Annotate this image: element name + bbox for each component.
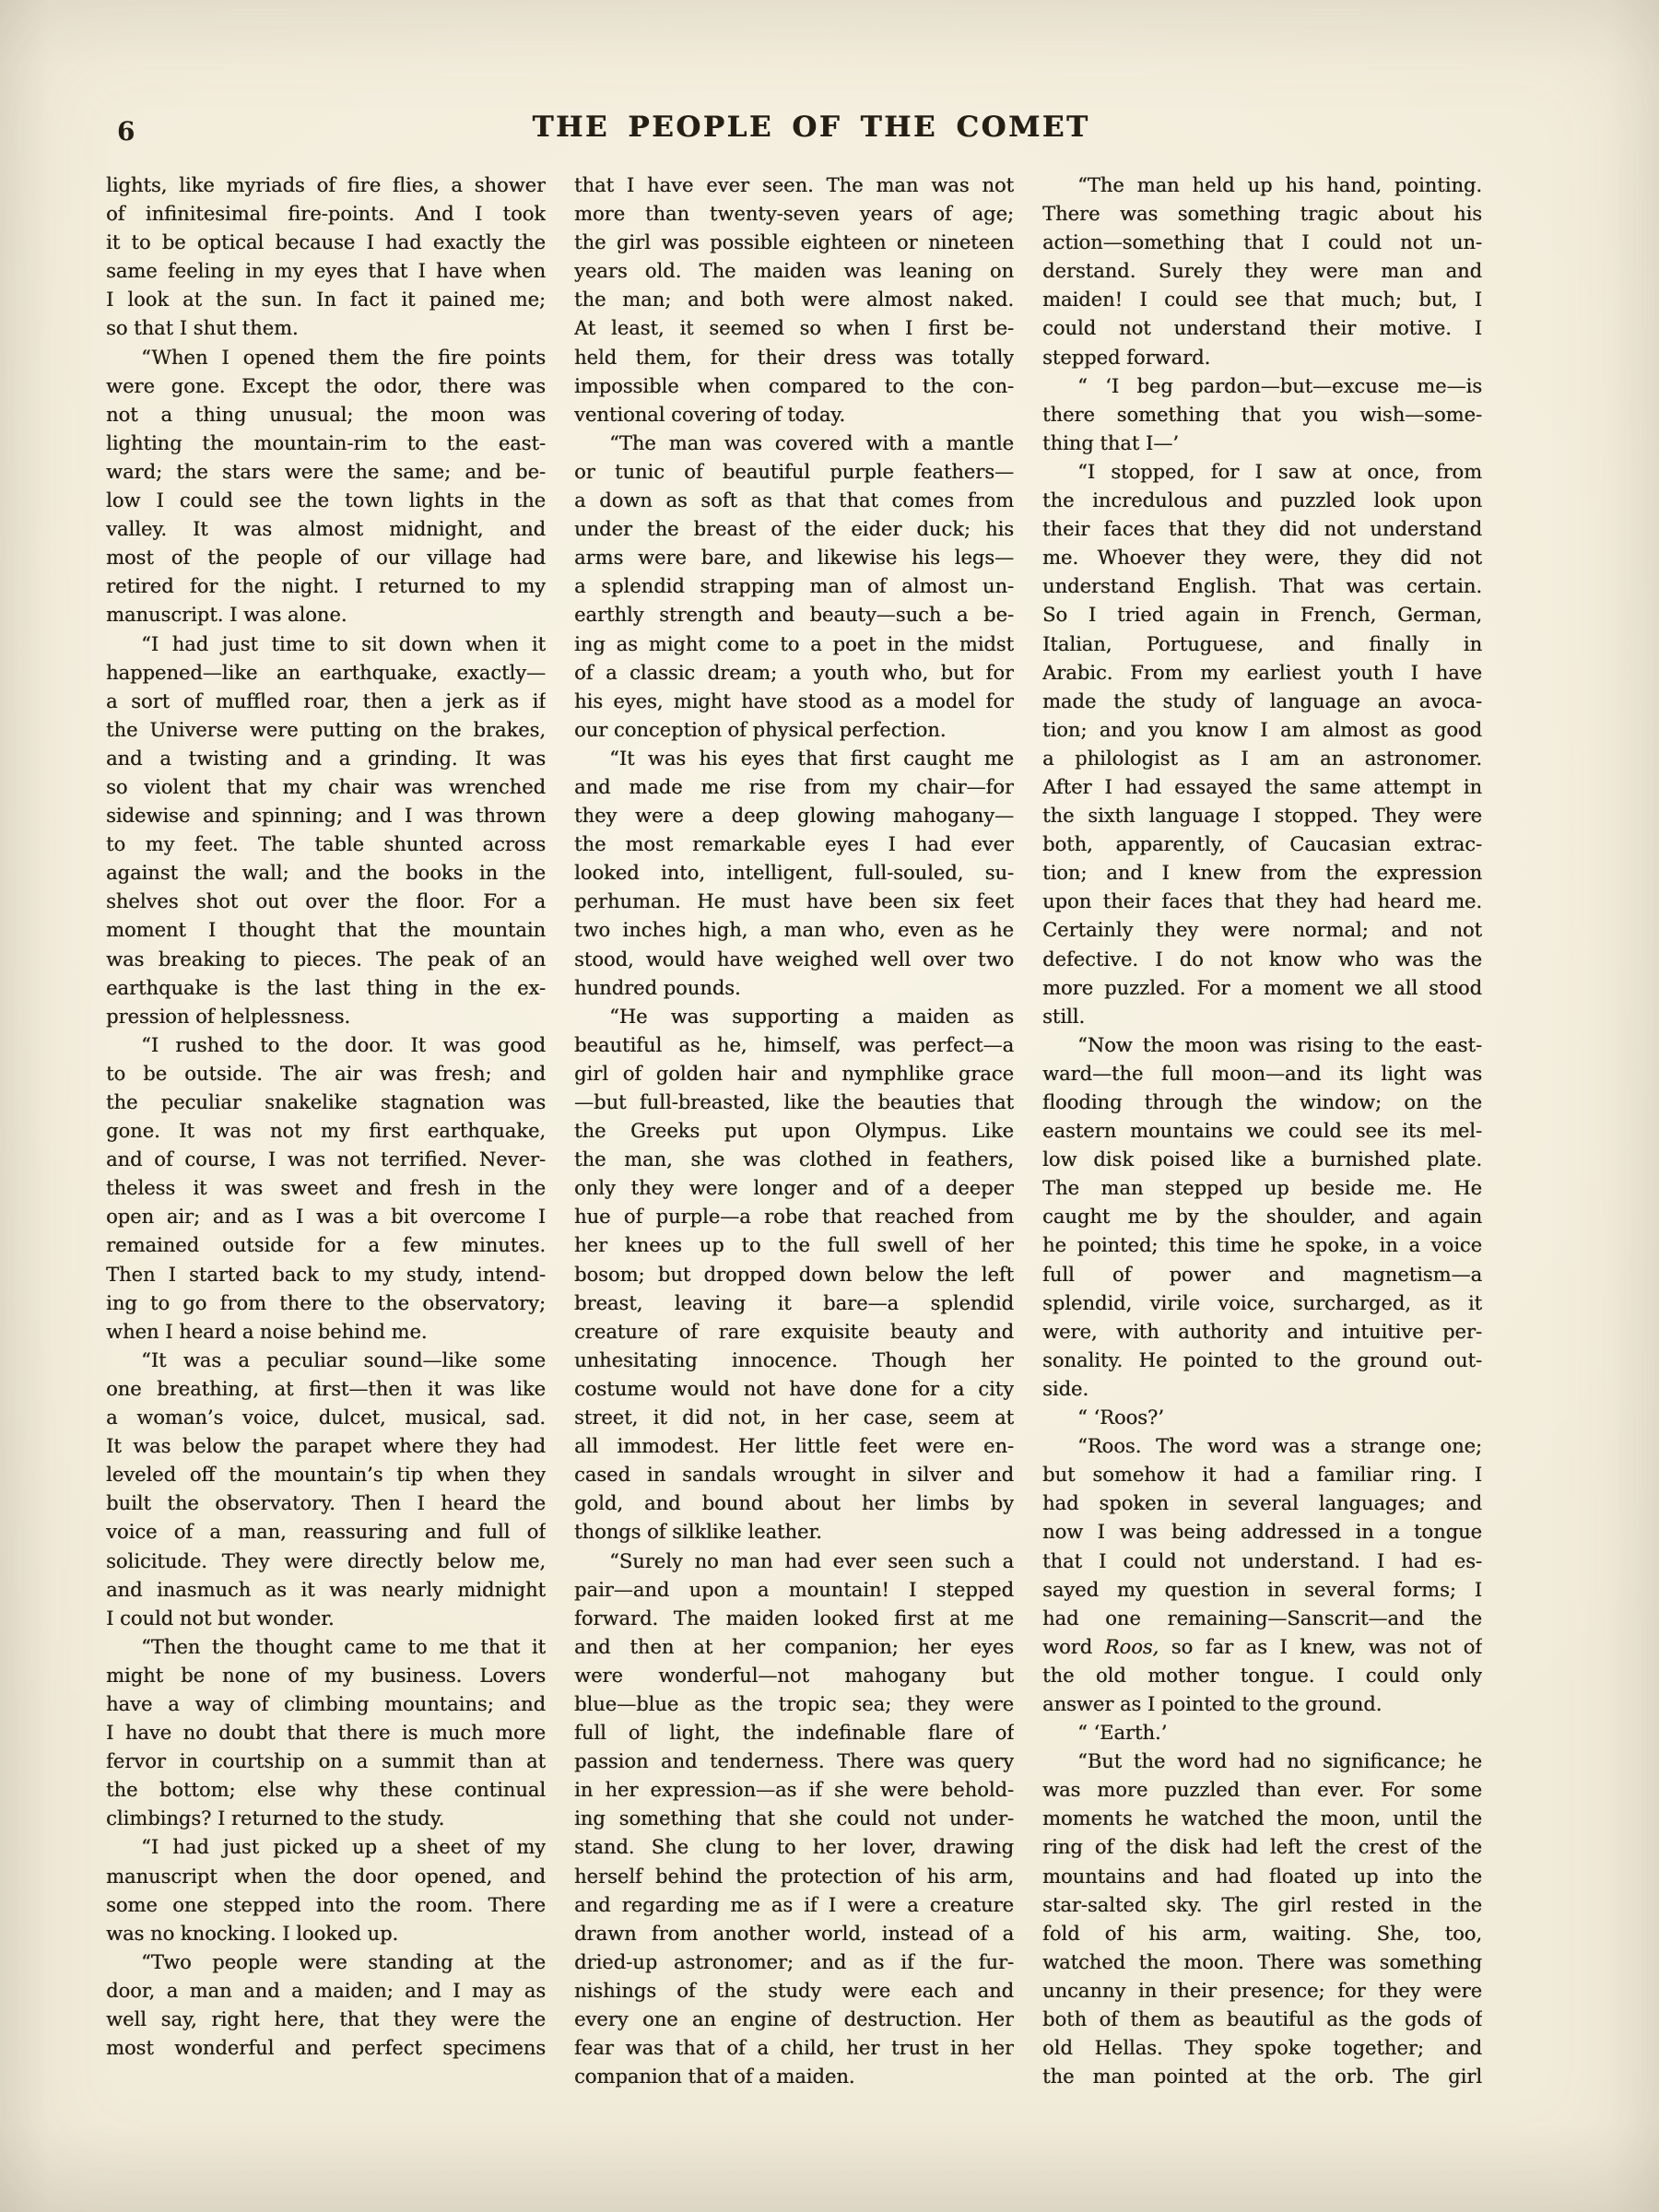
text-line: the most remarkable eyes I had ever	[574, 833, 1014, 856]
text-line: word Roos, so far as I knew, was not of	[1042, 1635, 1482, 1658]
text-line: every one an engine of destruction. Her	[574, 2008, 1014, 2030]
text-line: “It was his eyes that first caught me	[609, 747, 1014, 770]
text-line: creature of rare exquisite beauty and	[574, 1320, 1014, 1343]
text-line: shelves shot out over the floor. For a	[106, 890, 546, 913]
text-line: of a classic dream; a youth who, but for	[574, 661, 1014, 684]
text-line: The man stepped up beside me. He	[1042, 1177, 1482, 1200]
text-line: “But the word had no significance; he	[1077, 1750, 1482, 1773]
text-line: stand. She clung to her lover, drawing	[574, 1836, 1014, 1859]
text-line: ward—the full moon—and its light was	[1042, 1062, 1482, 1085]
text-line: have a way of climbing mountains; and	[106, 1692, 546, 1715]
text-line: was breaking to pieces. The peak of an	[106, 947, 546, 971]
text-line: maiden! I could see that much; but, I	[1042, 288, 1482, 312]
text-line: years old. The maiden was leaning on	[574, 260, 1014, 283]
text-line: breast, leaving it bare—a splendid	[574, 1291, 1014, 1314]
text-line: hue of purple—a robe that reached from	[574, 1206, 1014, 1229]
text-line: “Now the moon was rising to the east-	[1077, 1033, 1482, 1056]
text-line: star-salted sky. The girl rested in the	[1042, 1893, 1482, 1916]
text-line: arms were bare, and likewise his legs—	[574, 547, 1014, 570]
text-line: gone. It was not my first earthquake,	[106, 1120, 546, 1143]
text-line: sayed my question in several forms; I	[1042, 1578, 1482, 1601]
text-line: valley. It was almost midnight, and	[106, 518, 546, 541]
text-line: I look at the sun. In fact it pained me;	[106, 288, 546, 312]
text-line: “I had just time to sit down when it	[141, 632, 546, 655]
text-line: drawn from another world, instead of a	[574, 1922, 1014, 1945]
text-line: defective. I do not know who was the	[1042, 947, 1482, 971]
text-line: stepped forward.	[1042, 346, 1211, 369]
text-line: well say, right here, that they were the	[106, 2008, 546, 2030]
text-line: pair—and upon a mountain! I stepped	[574, 1578, 1014, 1601]
text-line: tion; and I knew from the expression	[1042, 862, 1482, 885]
text-line: “Surely no man had ever seen such a	[609, 1549, 1014, 1572]
text-line: “ ‘I beg pardon—but—excuse me—is	[1077, 374, 1482, 397]
text-line: costume would not have done for a city	[574, 1377, 1014, 1400]
text-line: the Universe were putting on the brakes,	[106, 718, 546, 741]
text-line: most of the people of our village had	[106, 547, 546, 570]
text-line: mountains and had floated up into the	[1042, 1865, 1482, 1888]
text-line: looked into, intelligent, full-souled, su-	[574, 862, 1014, 885]
text-line: “It was a peculiar sound—like some	[141, 1348, 546, 1371]
text-line: and inasmuch as it was nearly midnight	[106, 1578, 546, 1601]
text-column-2	[574, 171, 1014, 2091]
text-line: that I could not understand. I had es-	[1042, 1549, 1482, 1572]
text-line: more than twenty-seven years of age;	[574, 203, 1014, 226]
text-line: remained outside for a few minutes.	[106, 1234, 546, 1257]
text-line: open air; and as I was a bit overcome I	[106, 1206, 546, 1229]
text-line: had spoken in several languages; and	[1042, 1492, 1482, 1515]
text-column-3	[1042, 171, 1482, 2091]
text-line: the sixth language I stopped. They were	[1042, 805, 1482, 828]
text-line: It was below the parapet where they had	[106, 1435, 546, 1458]
text-line: retired for the night. I returned to my	[106, 575, 546, 598]
text-line: made the study of language an avoca-	[1042, 689, 1482, 712]
text-line: manuscript. I was alone.	[106, 604, 347, 627]
text-line: sonality. He pointed to the ground out-	[1042, 1348, 1482, 1371]
text-line: gold, and bound about her limbs by	[574, 1492, 1014, 1515]
text-line: could not understand their motive. I	[1042, 317, 1482, 340]
text-columns	[106, 171, 1483, 2091]
text-line: fear was that of a child, her trust in her	[574, 2037, 1014, 2060]
text-line: There was something tragic about his	[1042, 203, 1482, 226]
text-line: ward; the stars were the same; and be-	[106, 460, 546, 483]
text-line: companion that of a maiden.	[574, 2065, 855, 2088]
text-line: the man pointed at the orb. The girl	[1042, 2065, 1482, 2088]
text-line: were, with authority and intuitive per-	[1042, 1320, 1482, 1343]
text-line: to be outside. The air was fresh; and	[106, 1062, 546, 1085]
text-line: and made me rise from my chair—for	[574, 775, 1014, 798]
text-line: ing to go from there to the observatory;	[106, 1291, 546, 1314]
text-line: that I have ever seen. The man was not	[574, 174, 1014, 196]
text-line: Certainly they were normal; and not	[1042, 919, 1482, 942]
text-line: now I was being addressed in a tongue	[1042, 1521, 1482, 1544]
text-line: was more puzzled than ever. For some	[1042, 1779, 1482, 1802]
text-line: under the breast of the eider duck; his	[574, 518, 1014, 541]
text-line: “ ‘Earth.’	[1077, 1722, 1168, 1745]
text-line: leveled off the mountain’s tip when they	[106, 1464, 546, 1487]
text-line: most wonderful and perfect specimens	[106, 2037, 546, 2060]
text-line: side.	[1042, 1377, 1089, 1400]
text-line: the incredulous and puzzled look upon	[1042, 489, 1482, 512]
text-line: moment I thought that the mountain	[106, 919, 546, 942]
text-line: his eyes, might have stood as a model for	[574, 689, 1014, 712]
text-line: sidewise and spinning; and I was thrown	[106, 805, 546, 828]
text-line: same feeling in my eyes that I have when	[106, 260, 546, 283]
text-line: still.	[1042, 1005, 1086, 1028]
text-line: climbings? I returned to the study.	[106, 1807, 445, 1830]
text-line: blue—blue as the tropic sea; they were	[574, 1692, 1014, 1715]
text-line: uncanny in their presence; for they were	[1042, 1979, 1482, 2002]
text-line: forward. The maiden looked first at me	[574, 1606, 1014, 1630]
text-line: it to be optical because I had exactly the	[106, 231, 546, 254]
text-line: eastern mountains we could see its mel-	[1042, 1120, 1482, 1143]
text-line: After I had essayed the same attempt in	[1042, 775, 1482, 798]
text-line: of infinitesimal fire-points. And I took	[106, 203, 546, 226]
text-line: impossible when compared to the con-	[574, 374, 1014, 397]
text-line: or tunic of beautiful purple feathers—	[574, 460, 1014, 483]
text-line: might be none of my business. Lovers	[106, 1664, 546, 1687]
text-line: ring of the disk had left the crest of the	[1042, 1836, 1482, 1859]
text-line: door, a man and a maiden; and I may as	[106, 1979, 546, 2002]
text-line: ventional covering of today.	[574, 403, 846, 426]
text-line: pression of helplessness.	[106, 1005, 351, 1028]
text-line: “The man held up his hand, pointing.	[1077, 174, 1482, 196]
text-line: At least, it seemed so when I first be-	[574, 317, 1014, 340]
text-line: when I heard a noise behind me.	[106, 1320, 428, 1343]
text-line: earthquake is the last thing in the ex-	[106, 976, 546, 999]
text-line: manuscript when the door opened, and	[106, 1865, 546, 1888]
text-line: the peculiar snakelike stagnation was	[106, 1091, 546, 1113]
text-line: more puzzled. For a moment we all stood	[1042, 976, 1482, 999]
text-line: a sort of muffled roar, then a jerk as if	[106, 689, 546, 712]
text-line: one breathing, at first—then it was like	[106, 1377, 546, 1400]
text-line: unhesitating innocence. Though her	[574, 1348, 1014, 1371]
text-line: so that I shut them.	[106, 317, 299, 340]
text-line: girl of golden hair and nymphlike grace	[574, 1062, 1014, 1085]
text-line: “I stopped, for I saw at once, from	[1077, 460, 1482, 483]
text-line: cased in sandals wrought in silver and	[574, 1464, 1014, 1487]
text-line: herself behind the protection of his arm,	[574, 1865, 1014, 1888]
text-line: watched the moon. There was something	[1042, 1950, 1482, 1973]
text-line: “Two people were standing at the	[141, 1950, 546, 1973]
text-line: were wonderful—not mahogany but	[574, 1664, 1014, 1687]
text-line: splendid, virile voice, surcharged, as it	[1042, 1291, 1482, 1314]
text-line: was no knocking. I looked up.	[106, 1922, 399, 1945]
text-line: hundred pounds.	[574, 976, 741, 999]
text-line: the old mother tongue. I could only	[1042, 1664, 1482, 1687]
text-line: beautiful as he, himself, was perfect—a	[574, 1033, 1014, 1056]
text-line: “I rushed to the door. It was good	[141, 1033, 546, 1056]
text-line: derstand. Surely they were man and	[1042, 260, 1482, 283]
text-line: me. Whoever they were, they did not	[1042, 547, 1482, 570]
text-line: “Then the thought came to me that it	[141, 1635, 546, 1658]
text-line: the girl was possible eighteen or nineteen	[574, 231, 1014, 254]
text-line: passion and tenderness. There was query	[574, 1750, 1014, 1773]
text-line: flooding through the window; on the	[1042, 1091, 1482, 1113]
text-line: full of power and magnetism—a	[1042, 1263, 1482, 1286]
text-line: both of them as beautiful as the gods of	[1042, 2008, 1482, 2030]
text-line: a woman’s voice, dulcet, musical, sad.	[106, 1406, 546, 1430]
text-line: both, apparently, of Caucasian extrac-	[1042, 833, 1482, 856]
text-line: “ ‘Roos?’	[1077, 1406, 1164, 1430]
text-line: in her expression—as if she were behold-	[574, 1779, 1014, 1802]
text-line: Italian, Portuguese, and finally in	[1042, 632, 1482, 655]
text-line: answer as I pointed to the ground.	[1042, 1692, 1382, 1715]
text-line: some one stepped into the room. There	[106, 1893, 546, 1916]
text-line: lighting the mountain-rim to the east-	[106, 431, 546, 454]
text-line: bosom; but dropped down below the left	[574, 1263, 1014, 1286]
text-line: Then I started back to my study, intend-	[106, 1263, 546, 1286]
text-line: a splendid strapping man of almost un-	[574, 575, 1014, 598]
text-line: full of light, the indefinable flare of	[574, 1722, 1014, 1745]
text-line: built the observatory. Then I heard the	[106, 1492, 546, 1515]
text-line: So I tried again in French, German,	[1042, 604, 1482, 627]
text-line: low disk poised like a burnished plate.	[1042, 1148, 1482, 1171]
text-line: and a twisting and a grinding. It was	[106, 747, 546, 770]
text-line: ing something that she could not under-	[574, 1807, 1014, 1830]
text-line: tion; and you know I am almost as good	[1042, 718, 1482, 741]
text-line: moments he watched the moon, until the	[1042, 1807, 1482, 1830]
text-line: thing that I—’	[1042, 431, 1179, 454]
text-line: he pointed; this time he spoke, in a voice	[1042, 1234, 1482, 1257]
text-line: the man; and both were almost naked.	[574, 288, 1014, 312]
text-line: against the wall; and the books in the	[106, 862, 546, 885]
text-line: street, it did not, in her case, seem at	[574, 1406, 1014, 1430]
text-line: and of course, I was not terrified. Never-	[106, 1148, 546, 1171]
text-line: understand English. That was certain.	[1042, 575, 1482, 598]
text-line: action—something that I could not un-	[1042, 231, 1482, 254]
text-line: had one remaining—Sanscrit—and the	[1042, 1606, 1482, 1630]
text-line: lights, like myriads of fire flies, a shower	[106, 174, 546, 196]
text-line: dried-up astronomer; and as if the fur-	[574, 1950, 1014, 1973]
text-line: but somehow it had a familiar ring. I	[1042, 1464, 1482, 1487]
text-line: nishings of the study were each and	[574, 1979, 1014, 2002]
text-line: Arabic. From my earliest youth I have	[1042, 661, 1482, 684]
text-line: to my feet. The table shunted across	[106, 833, 546, 856]
text-line: the man, she was clothed in feathers,	[574, 1148, 1014, 1171]
text-line: and then at her companion; her eyes	[574, 1635, 1014, 1658]
text-line: they were a deep glowing mahogany—	[574, 805, 1014, 828]
text-line: “Roos. The word was a strange one;	[1077, 1435, 1482, 1458]
text-line: “When I opened them the fire points	[141, 346, 546, 369]
text-line: earthly strength and beauty—such a be-	[574, 604, 1014, 627]
text-line: I could not but wonder.	[106, 1606, 335, 1630]
text-column-1	[106, 171, 546, 2091]
text-line: stood, would have weighed well over two	[574, 947, 1014, 971]
text-line: two inches high, a man who, even as he	[574, 919, 1014, 942]
text-line: so violent that my chair was wrenched	[106, 775, 546, 798]
text-line: theless it was sweet and fresh in the	[106, 1177, 546, 1200]
text-line: and regarding me as if I were a creature	[574, 1893, 1014, 1916]
text-line: a down as soft as that that comes from	[574, 489, 1014, 512]
text-line: only they were longer and of a deeper	[574, 1177, 1014, 1200]
text-line: ing as might come to a poet in the midst	[574, 632, 1014, 655]
text-line: low I could see the town lights in the	[106, 489, 546, 512]
text-line: held them, for their dress was totally	[574, 346, 1014, 369]
text-line: caught me by the shoulder, and again	[1042, 1206, 1482, 1229]
text-line: voice of a man, reassuring and full of	[106, 1521, 546, 1544]
text-line: fold of his arm, waiting. She, too,	[1042, 1922, 1482, 1945]
text-line: our conception of physical perfection.	[574, 718, 947, 741]
text-line: “He was supporting a maiden as	[609, 1005, 1014, 1028]
text-line: their faces that they did not understand	[1042, 518, 1482, 541]
text-line: “The man was covered with a mantle	[609, 431, 1014, 454]
text-line: the bottom; else why these continual	[106, 1779, 546, 1802]
text-line: solicitude. They were directly below me,	[106, 1549, 546, 1572]
text-line: perhuman. He must have been six feet	[574, 890, 1014, 913]
text-line: the Greeks put upon Olympus. Like	[574, 1120, 1014, 1143]
text-line: there something that you wish—some-	[1042, 403, 1482, 426]
text-line: all immodest. Her little feet were en-	[574, 1435, 1014, 1458]
text-line: were gone. Except the odor, there was	[106, 374, 546, 397]
text-line: not a thing unusual; the moon was	[106, 403, 546, 426]
text-line: fervor in courtship on a summit than at	[106, 1750, 546, 1773]
text-line: I have no doubt that there is much more	[106, 1722, 546, 1745]
page-number: 6	[117, 116, 136, 147]
text-line: thongs of silklike leather.	[574, 1521, 822, 1544]
text-line: upon their faces that they had heard me.	[1042, 890, 1482, 913]
text-line: happened—like an earthquake, exactly—	[106, 661, 546, 684]
text-line: old Hellas. They spoke together; and	[1042, 2037, 1482, 2060]
text-line: her knees up to the full swell of her	[574, 1234, 1014, 1257]
text-line: a philologist as I am an astronomer.	[1042, 747, 1482, 770]
text-line: “I had just picked up a sheet of my	[141, 1836, 546, 1859]
page-title: THE PEOPLE OF THE COMET	[532, 111, 1090, 144]
text-line: —but full-breasted, like the beauties that	[574, 1091, 1014, 1113]
